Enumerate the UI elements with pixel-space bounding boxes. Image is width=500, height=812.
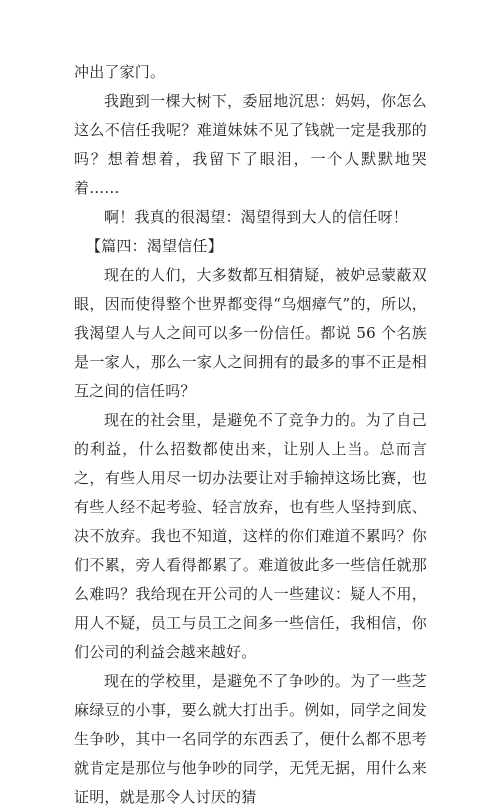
paragraph-tree-reflection: 我跑到一棵大树下，委屈地沉思：妈妈，你怎么这么不信任我呢？难道妹妹不见了钱就一定是我那的吗？想着想着，我留下了眼泪，一个人默默地哭着…… bbox=[74, 92, 427, 197]
paragraph-people-suspicion: 现在的人们，大多数都互相猜疑，被妒忌蒙蔽双眼，因而使得整个世界都变得“乌烟瘴气”的，所以，我渴望人与人之间可以多一份信任。都说 56 个名族是一家人，那么一家人之间拥有的最多的事不正是相互之间的信任吗？ bbox=[74, 266, 427, 400]
section-heading: 【篇四：渴望信任】 bbox=[86, 237, 223, 255]
paragraph-longing-trust: 啊！我真的很渴望：渴望得到大人的信任呀！ bbox=[104, 208, 409, 226]
paragraph-continuation: 冲出了家门。 bbox=[74, 63, 166, 81]
paragraph-society-competition: 现在的社会里，是避免不了竞争力的。为了自己的利益，什么招数都使出来，让别人上当。总而言之，有些人用尽一切办法要让对手输掉这场比赛，也有些人经不起考验、轻言放弃，也有些人坚持到底、决不放弃。我也不知道，这样的你们难道不累吗？你们不累，旁人看得都累了。难道彼此多一些信任就那么难吗？我给现在开公司的人一些建议：疑人不用，用人不疑，员工与员工之间多一些信任，我相信，你们公司的利益会越来越好。 bbox=[74, 411, 427, 661]
paragraph-school-quarrels: 现在的学校里，是避免不了争吵的。为了一些芝麻绿豆的小事，要么就大打出手。例如，同学之间发生争吵，其中一名同学的东西丢了，便什么都不思考就肯定是那位与他争吵的同学，无凭无据，用什么来证明，就是那令人讨厌的猜 bbox=[74, 672, 427, 806]
document-body bbox=[74, 58, 427, 812]
